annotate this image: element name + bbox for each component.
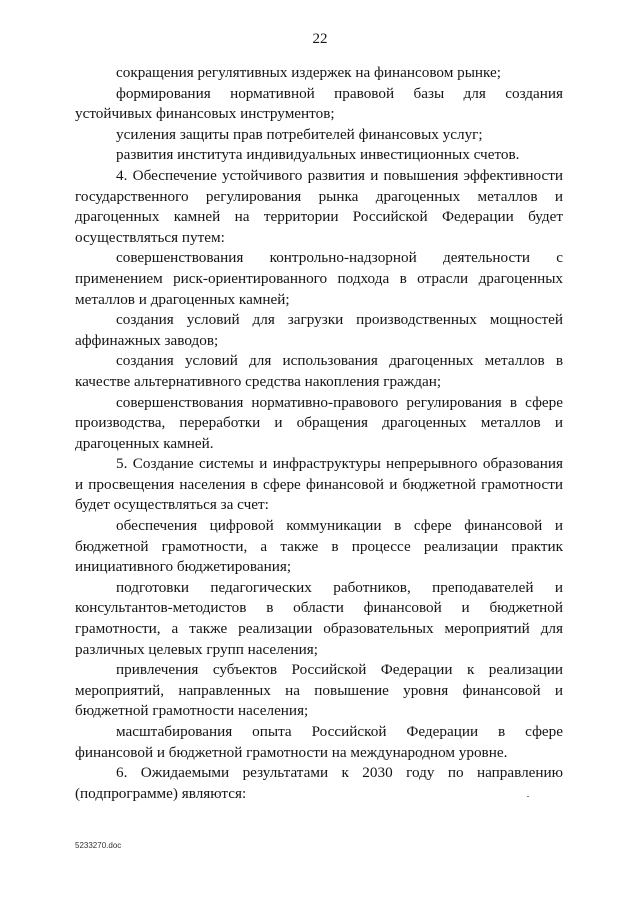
paragraph: сокращения регулятивных издержек на финансовом рынке; (116, 64, 501, 81)
paragraph: 4. Обеспечение устойчивого развития и повышения эффективности государственного регулирования рынка драгоценных металлов и драгоценных камней на территории Российской Федерации будет осуществляться путем: (75, 166, 563, 246)
paragraph: создания условий для загрузки производственных мощностей аффинажных заводов; (75, 311, 563, 349)
paragraph: масштабирования опыта Российской Федерации в сфере финансовой и бюджетной грамотности на международном уровне. (75, 723, 563, 761)
paragraph: 6. Ожидаемыми результатами к 2030 году по направлению (подпрограмме) являются: (75, 764, 563, 802)
paragraph: развития института индивидуальных инвестиционных счетов. (116, 146, 520, 164)
paragraph: совершенствования контрольно-надзорной деятельности с применением риск-ориентированного подхода в отрасли драгоценных металлов и драгоценных камней; (75, 249, 563, 308)
paragraph: создания условий для использования драгоценных металлов в качестве альтернативного средства накопления граждан; (75, 352, 563, 390)
paragraph: обеспечения цифровой коммуникации в сфере финансовой и бюджетной грамотности, а также в процессе реализации практик инициативного бюджетирования; (75, 517, 563, 576)
document-body (75, 63, 563, 804)
paragraph: совершенствования нормативно-правового регулирования в сфере производства, переработки и обращения драгоценных металлов и драгоценных камней. (75, 393, 563, 452)
page-number: 22 (312, 31, 328, 47)
paragraph: усиления защиты прав потребителей финансовых услуг; (116, 125, 483, 143)
paragraph: подготовки педагогических работников, преподавателей и консультантов-методистов в области финансовой и бюджетной грамотности, а также реализации образовательных мероприятий для различных целевых групп населения; (75, 578, 563, 658)
paragraph: 5. Создание системы и инфраструктуры непрерывного образования и просвещения населения в сфере финансовой и бюджетной грамотности будет осуществляться за счет: (75, 455, 563, 514)
footer-file-reference: 5233270.doc (75, 841, 122, 850)
scan-speck (527, 796, 529, 797)
paragraph: формирования нормативной правовой базы для создания устойчивых финансовых инструментов; (75, 84, 563, 123)
paragraph: привлечения субъектов Российской Федерации к реализации мероприятий, направленных на повышение уровня финансовой и бюджетной грамотности населения; (75, 661, 563, 720)
